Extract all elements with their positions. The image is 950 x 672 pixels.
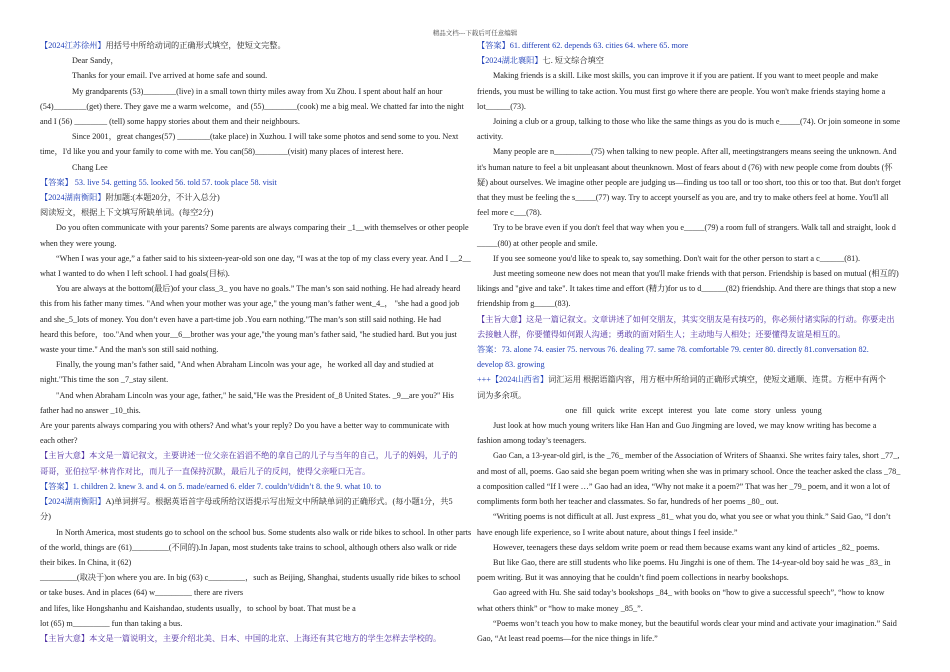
text-line: activity. [477,132,504,142]
text-line: friendship from g_____(83). [477,299,571,309]
text-line: Do you often communicate with your parents? Some parents are always comparing their _1__with themselves or other people [56,223,469,233]
text-line: what others think” or “how to make money _85_”. [477,603,643,613]
instruction-text: 词汇运用 根据语篇内容，用方框中所给词的正确形式填空，使短文通顺、连贯。方框中有两个 [548,375,886,385]
source-tag: 【2024湖南衡阳】 [40,497,106,507]
text-line: You are always at the bottom(最后)of your class_3_ you have no goals.” The man’s son said nothing. He had already heard [56,284,461,294]
text-line: 阅读短文，根据上下文填写所缺单词。(每空2分) [40,208,214,218]
instruction-text: 用括号中所给动词的正确形式填空，使短文完整。 [105,41,286,50]
text-line: 词为多余项。 [477,390,527,400]
text-line: If you see someone you'd like to speak to, say something. Don't wait for the other person to start a c______(81). [493,253,860,263]
text-line: compliments form both her teacher and classmates. So far, hundreds of her poems _80_ out. [477,497,779,507]
text-line: Joining a club or a group, talking to those who like the same things as you do is much e_____(74). Or join someone in some [493,117,901,127]
text-line [40,494,472,509]
text-line: 哥哥，亚伯拉罕·林肯作对比，而儿子一直保持沉默，最后儿子的反问，使得父亲哑口无言。 [40,466,371,476]
text-line: lot (65) m_________ fun than taking a bus. [40,618,183,628]
text-line: poem writing. But it was annoying that he couldn’t find poem collections in nearby bookshops. [477,573,789,583]
text-line: _________(取决于)on where you are. In big (63) c_________，such as Beijing, Shanghai, students usually ride bikes to school [40,573,461,583]
text-line: Gao Can, a 13-year-old girl, is the _76_ member of the Association of Writers of Shaanxi. She writes fairy tales, short _77_, [493,451,900,461]
text-line: "And when Abraham Lincoln was your age, father," he said,"He was the President of_8 United States. _9__are you?" His [56,390,454,400]
text-line: heard this before，too."And when your__6__brother was your age,"the young man’s father said, "he studied hard. But you just [40,329,457,339]
instruction-text: 七. 短文综合填空 [542,56,604,66]
instruction-text: 附加题:(本题20分，不计入总分) [105,193,220,203]
text-line: and I (56) ________ (tell) some happy stories about them and their neighbours. [40,117,300,127]
text-line: it's human nature to feel a bit unpleasant about theunknown. Most of fears about d (76) with new people come from doubts (怀 [477,162,893,172]
text-line: (54)________(get) there. They gave me a warm welcome，and (55)________(cook) me a big meal. We chatted far into the night [40,101,464,111]
text-line: a composition called “If I were …” Gao had an idea, “Why not make it a poem?” That was her _79_ poem, and it won a lot of [477,481,890,491]
text-line: 【主旨大意】本文是一篇记叙文，主要讲述一位父亲在滔滔不绝的拿自己的儿子与当年的自己，儿子的妈妈，儿子的 [40,451,458,461]
text-line: have enough life experience, so I write about nature, about things I feel inside.” [477,527,738,537]
text-line: “When I was your age,” a father said to his sixteen-year-old son one day, “I was at the top of my class every year. And I __2__ [56,253,471,263]
text-line: when they were young. [40,238,117,248]
source-tag: +++【2024山西省】 [477,375,549,385]
text-line: 【主旨大意】本文是一篇说明文，主要介绍北美、日本、中国的北京、上海还有其它地方的学生怎样去学校的。 [40,633,442,643]
text-line: Thanks for your email. I've arrived at home safe and sound. [72,71,268,81]
text-line: of the world, things are (61)_________(不同的).In Japan, most students take trains to school, although others also walk or ride [40,542,457,552]
text-line [477,372,910,387]
text-line: 疑) about ourselves. We imagine other people are judging us—finding us too tall or too short, too this or too that. But don't forget [477,177,901,187]
source-tag: 【2024江苏徐州】 [40,41,106,50]
text-line: their bikes. In China, it (62) [40,557,132,567]
text-line: Gao, “At least read poems—for the nice things in life.” [477,633,658,643]
text-line: Since 2001，great changes(57) ________(take place) in Xuzhou. I will take some photos and send some to you. Next [72,132,459,142]
text-line: In North America, most students go to school on the school bus. Some students also walk or ride bikes to school. In other parts [56,527,472,537]
text-line: However, teenagers these days seldom write poem or read them because exams want any kind of articles _82_ poems. [493,542,880,552]
text-line: likings and "give and take". It takes time and effort (精力)for us to d______(82) friendship. And there are things that stop a new [477,284,897,294]
text-line: fashion among today’s teenagers. [477,436,587,446]
text-line: Chang Lee [72,162,108,172]
text-line: Dear Sandy， [72,56,119,66]
text-line: My grandparents (53)________(live) in a small town thirty miles away from Xu Zhou. I spent about half an hour [72,86,443,96]
text-line: and most of all, poems. Gao said she began poem writing when she was in primary school. Once the teacher asked the class _78_ [477,466,901,476]
text-line: Just meeting someone new does not mean that you'll make friends with that person. Friendship is based on mutual (相互的) [493,269,899,279]
text-line: 【答案】 53. live 54. getting 55. looked 56. told 57. took place 58. visit [40,177,277,187]
text-line: _____(80) at other people and smile. [477,238,598,248]
text-line: friends, you must be willing to take action. You must first go where there are people. You won't make friends staying home a [477,86,886,96]
text-line: that they must be feeling the s_____(77) way. Try to accept yourself as you are, and try to make others feel at home. You'll all [477,193,889,203]
text-line [40,38,472,53]
text-line: But like Gao, there are still students who like poems. Hu Jingzhi is one of them. The 14-year-old boy said he was _83_ in [493,557,891,567]
text-line: 【主旨大意】这是一篇记叙文。文章讲述了如何交朋友，其实交朋友是有技巧的，你必须付诸实际的行动。你要走出 [477,314,895,324]
text-line: 去接触人群，你要懂得如何跟人沟通；勇敢的面对陌生人；主动地与人相处；还要懂得友谊是相互的。 [477,329,846,339]
text-line: Just look at how much young writers like Han Han and Guo Jingming are loved, we may know writing has become a [493,421,877,431]
text-line: night."This time the son _7_stay silent. [40,375,169,385]
text-line: what I wanted to do when I left school. I had goals(目标). [40,269,230,279]
text-line: and she_5_lots of money. You don’t even have a part-time job .You earn nothing."The man’s son still said nothing. He had [40,314,441,324]
text-line: Try to be brave even if you don't feel that way when you e_____(79) a room full of strangers. Walk tall and straight, look d [493,223,896,233]
text-line: Gao agreed with Hu. She said today’s bookshops _84_ with books on “how to give a successful speech”, “how to know [493,588,885,598]
text-line: or take buses. And in places (64) w_________ there are rivers [40,588,244,598]
source-tag: 【2024湖北襄阳】 [477,56,543,66]
right-column [477,38,910,646]
text-line: 【答案】61. different 62. depends 63. cities 64. where 65. more [477,41,689,50]
instruction-text: A)单词拼写。根据英语首字母或所给汉语提示写出短文中所缺单词的正确形式。(每小题1分，共5 [105,497,453,507]
text-line: time，I'd like you and your family to come with me. You can(58)________(visit) many places of interest here. [40,147,404,157]
text-line: one fill quick write except interest you late come story unless young [565,405,822,415]
text-line: and lifes, like Hongshanhu and Kaishandao, students usually，to school by boat. That must be a [40,603,356,613]
text-line: Making friends is a skill. Like most skills, you can improve it if you are patient. If you want to meet people and make [493,71,879,81]
text-line: Many people are n_________(75) when talking to new people. After all, meetingstrangers means seeing the unknown. And [493,147,897,157]
text-line: 分) [40,512,51,522]
page-header: 精品文档---下载后可任意编辑 [432,30,518,37]
text-line: 【答案】1. children 2. knew 3. and 4. on 5. made/earned 6. elder 7. couldn’t/didn’t 8. the 9. what 10. to [40,481,382,491]
left-column [40,38,472,646]
text-line: waste your time." And the man's son still said nothing. [40,345,219,355]
text-line [477,53,910,68]
source-tag: 【2024湖南衡阳】 [40,193,106,203]
text-line: lot______(73). [477,101,526,111]
text-line [40,190,472,205]
text-line: 答案：73. alone 74. easier 75. nervous 76. dealing 77. same 78. comfortable 79. center 80. directly 81.conversation 82. [477,345,869,355]
text-line: father had no answer _10_this. [40,405,141,415]
text-line: “Poems won’t teach you how to make money, but the beautiful words clear your mind and activate your imagination.” Said [493,618,897,628]
text-line: each other? [40,436,78,446]
text-line: Are your parents always comparing you with others? And what’s your reply? Do you have a better way to communicate with [40,421,450,431]
text-line: this from his father many times. "And when your mother was your age," the young man’s father went_4_， "she had a good job [40,299,460,309]
text-line: “Writing poems is not difficult at all. Just express _81_ what you do, what you see or what you think.” Said Gao, “I don’t [493,512,891,522]
text-line: develop 83. growing [477,360,545,370]
text-line: feel more c___(78). [477,208,542,218]
text-line: Finally, the young man’s father said, "And when Abraham Lincoln was your age，he worked all day and studied at [56,360,434,370]
